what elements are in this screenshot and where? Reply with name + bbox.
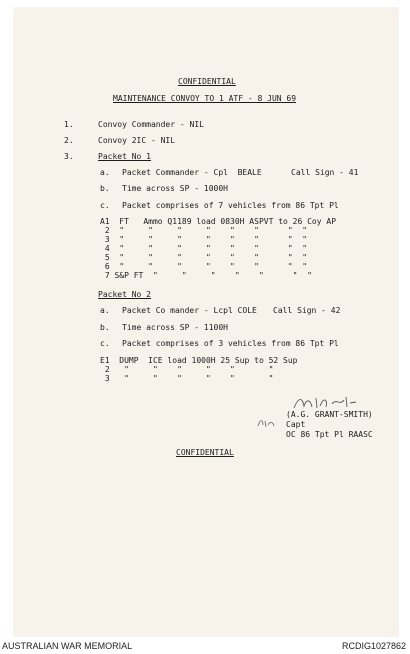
- packet-1-commander: Packet Commander - Cpl BEALE: [122, 168, 262, 177]
- packet-1-call-sign: Call Sign - 41: [291, 168, 359, 177]
- archive-footer: [0, 638, 410, 654]
- packet-1-table-row: A1 FT Ammo Q1189 load 0830H ASPVT to 26 Coy AP: [100, 217, 337, 226]
- packet-1-table-row: 6 " " " " " " " ": [100, 262, 308, 271]
- packet-1-b-letter: b.: [100, 184, 110, 193]
- classification-footer: CONFIDENTIAL: [176, 448, 234, 457]
- packet-2-commander: Packet Co mander - Lcpl COLE: [122, 306, 257, 315]
- packet-1-c-letter: c.: [100, 201, 110, 210]
- packet-2-vehicles: Packet comprises of 3 vehicles from 86 Tpt Pl: [122, 339, 339, 348]
- document-page: [14, 8, 398, 636]
- item-1-number: 1.: [64, 120, 74, 129]
- signatory-rank: Capt: [286, 420, 306, 429]
- packet-2-heading: Packet No 2: [98, 290, 151, 299]
- item-1-text: Convoy Commander - NIL: [98, 120, 204, 129]
- packet-1-table-row: 4 " " " " " " " ": [100, 244, 308, 253]
- item-2-text: Convoy 2IC - NIL: [98, 136, 176, 145]
- archive-reference: RCDIG1027862: [341, 641, 406, 651]
- item-2-number: 2.: [64, 136, 74, 145]
- packet-1-vehicles: Packet comprises of 7 vehicles from 86 Tpt Pl: [122, 201, 339, 210]
- packet-1-time-across-sp: Time across SP - 1000H: [122, 184, 228, 193]
- packet-2-time-across-sp: Time across SP - 1100H: [122, 323, 228, 332]
- packet-1-heading: Packet No 1: [98, 152, 151, 161]
- document-title: MAINTENANCE CONVOY TO 1 ATF - 8 JUN 69: [113, 94, 297, 103]
- packet-2-table-row: 2 " " " " " ": [100, 365, 274, 374]
- classification-header: CONFIDENTIAL: [178, 77, 236, 86]
- archive-name: AUSTRALIAN WAR MEMORIAL: [2, 641, 133, 651]
- packet-2-c-letter: c.: [100, 339, 110, 348]
- signatory-name: (A.G. GRANT-SMITH): [286, 410, 373, 419]
- packet-1-table-row: 3 " " " " " " " ": [100, 235, 308, 244]
- item-3-number: 3.: [64, 152, 74, 161]
- packet-2-call-sign: Call Sign - 42: [273, 306, 341, 315]
- signatory-unit: OC 86 Tpt Pl RAASC: [286, 430, 373, 439]
- packet-1-a-letter: a.: [100, 168, 110, 177]
- packet-1-table-row: 7 S&P FT " " " " " " ": [100, 271, 312, 280]
- packet-1-table-row: 2 " " " " " " " ": [100, 226, 308, 235]
- packet-2-table-row: 3 " " " " " ": [100, 374, 274, 383]
- packet-2-a-letter: a.: [100, 306, 110, 315]
- packet-1-table-row: 5 " " " " " " " ": [100, 253, 308, 262]
- packet-2-b-letter: b.: [100, 323, 110, 332]
- packet-2-table-row: E1 DUMP ICE load 1000H 25 Sup to 52 Sup: [100, 356, 298, 365]
- for-initials-mark: [256, 416, 276, 430]
